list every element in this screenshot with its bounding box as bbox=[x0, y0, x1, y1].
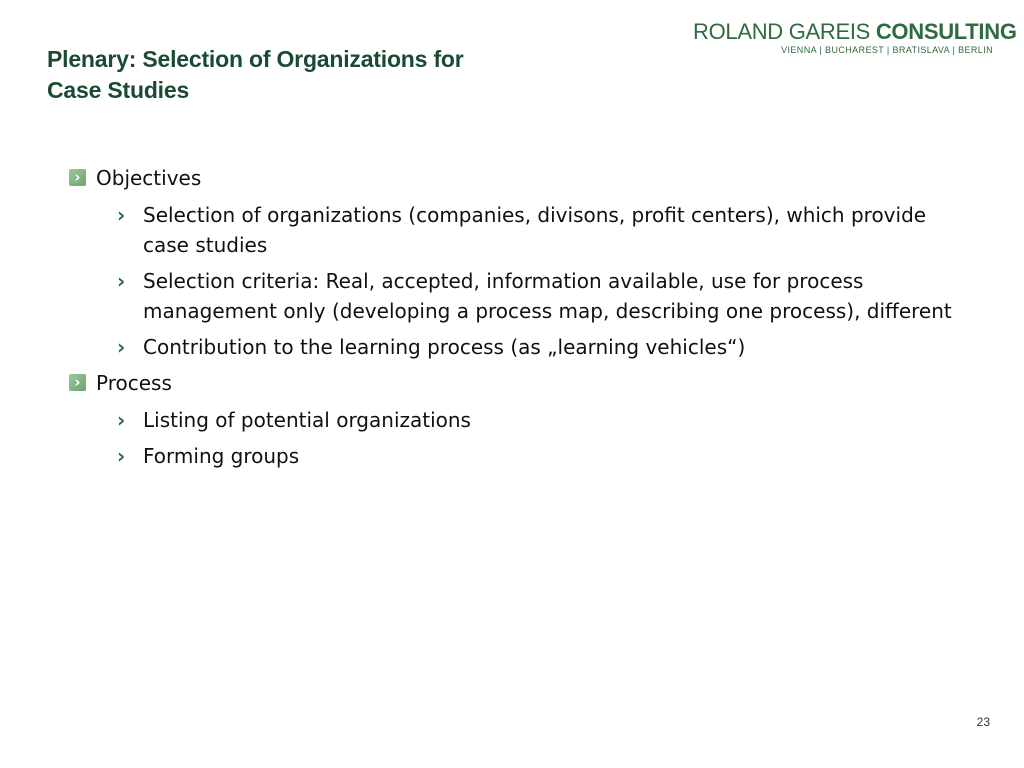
slide-content bbox=[69, 163, 969, 477]
list-item-text: Contribution to the learning process (as „learning vehicles“) bbox=[143, 335, 746, 359]
chevron-right-icon: › bbox=[117, 203, 126, 227]
chevron-right-box-icon: › bbox=[69, 169, 86, 186]
list-item bbox=[69, 441, 969, 471]
list-item bbox=[69, 332, 969, 362]
bullet-label: Process bbox=[96, 371, 172, 395]
bullet-label: Objectives bbox=[96, 166, 202, 190]
list-item-text: Listing of potential organizations bbox=[143, 408, 471, 432]
logo-cities: VIENNA | BUCHAREST | BRATISLAVA | BERLIN bbox=[781, 45, 993, 55]
chevron-right-icon: › bbox=[117, 444, 126, 468]
objectives-sublist bbox=[69, 200, 969, 362]
page-number: 23 bbox=[976, 715, 990, 729]
bullet-objectives bbox=[69, 163, 969, 194]
bullet-process bbox=[69, 368, 969, 399]
list-item-text: Selection of organizations (companies, divisons, profit centers), which provide case studies bbox=[143, 203, 927, 257]
slide-title-line-2: Case Studies bbox=[47, 77, 190, 103]
chevron-right-icon: › bbox=[117, 335, 126, 359]
list-item bbox=[69, 405, 969, 435]
process-sublist bbox=[69, 405, 969, 471]
list-item-text: Forming groups bbox=[143, 444, 300, 468]
list-item bbox=[69, 266, 969, 326]
chevron-right-icon: › bbox=[117, 269, 126, 293]
list-item bbox=[69, 200, 969, 260]
logo-wordmark bbox=[693, 19, 1017, 44]
chevron-right-box-icon: › bbox=[69, 374, 86, 391]
logo-name-bold: CONSULTING bbox=[875, 19, 1017, 44]
chevron-right-icon: › bbox=[117, 408, 126, 432]
company-logo bbox=[693, 19, 1017, 56]
logo-name-light: ROLAND GAREIS bbox=[693, 19, 876, 44]
list-item-text: Selection criteria: Real, accepted, information available, use for process management only (developing a process map, describing one process), different bbox=[143, 269, 952, 323]
slide-title-line-1: Plenary: Selection of Organizations for bbox=[47, 46, 464, 72]
slide-title bbox=[47, 44, 567, 106]
